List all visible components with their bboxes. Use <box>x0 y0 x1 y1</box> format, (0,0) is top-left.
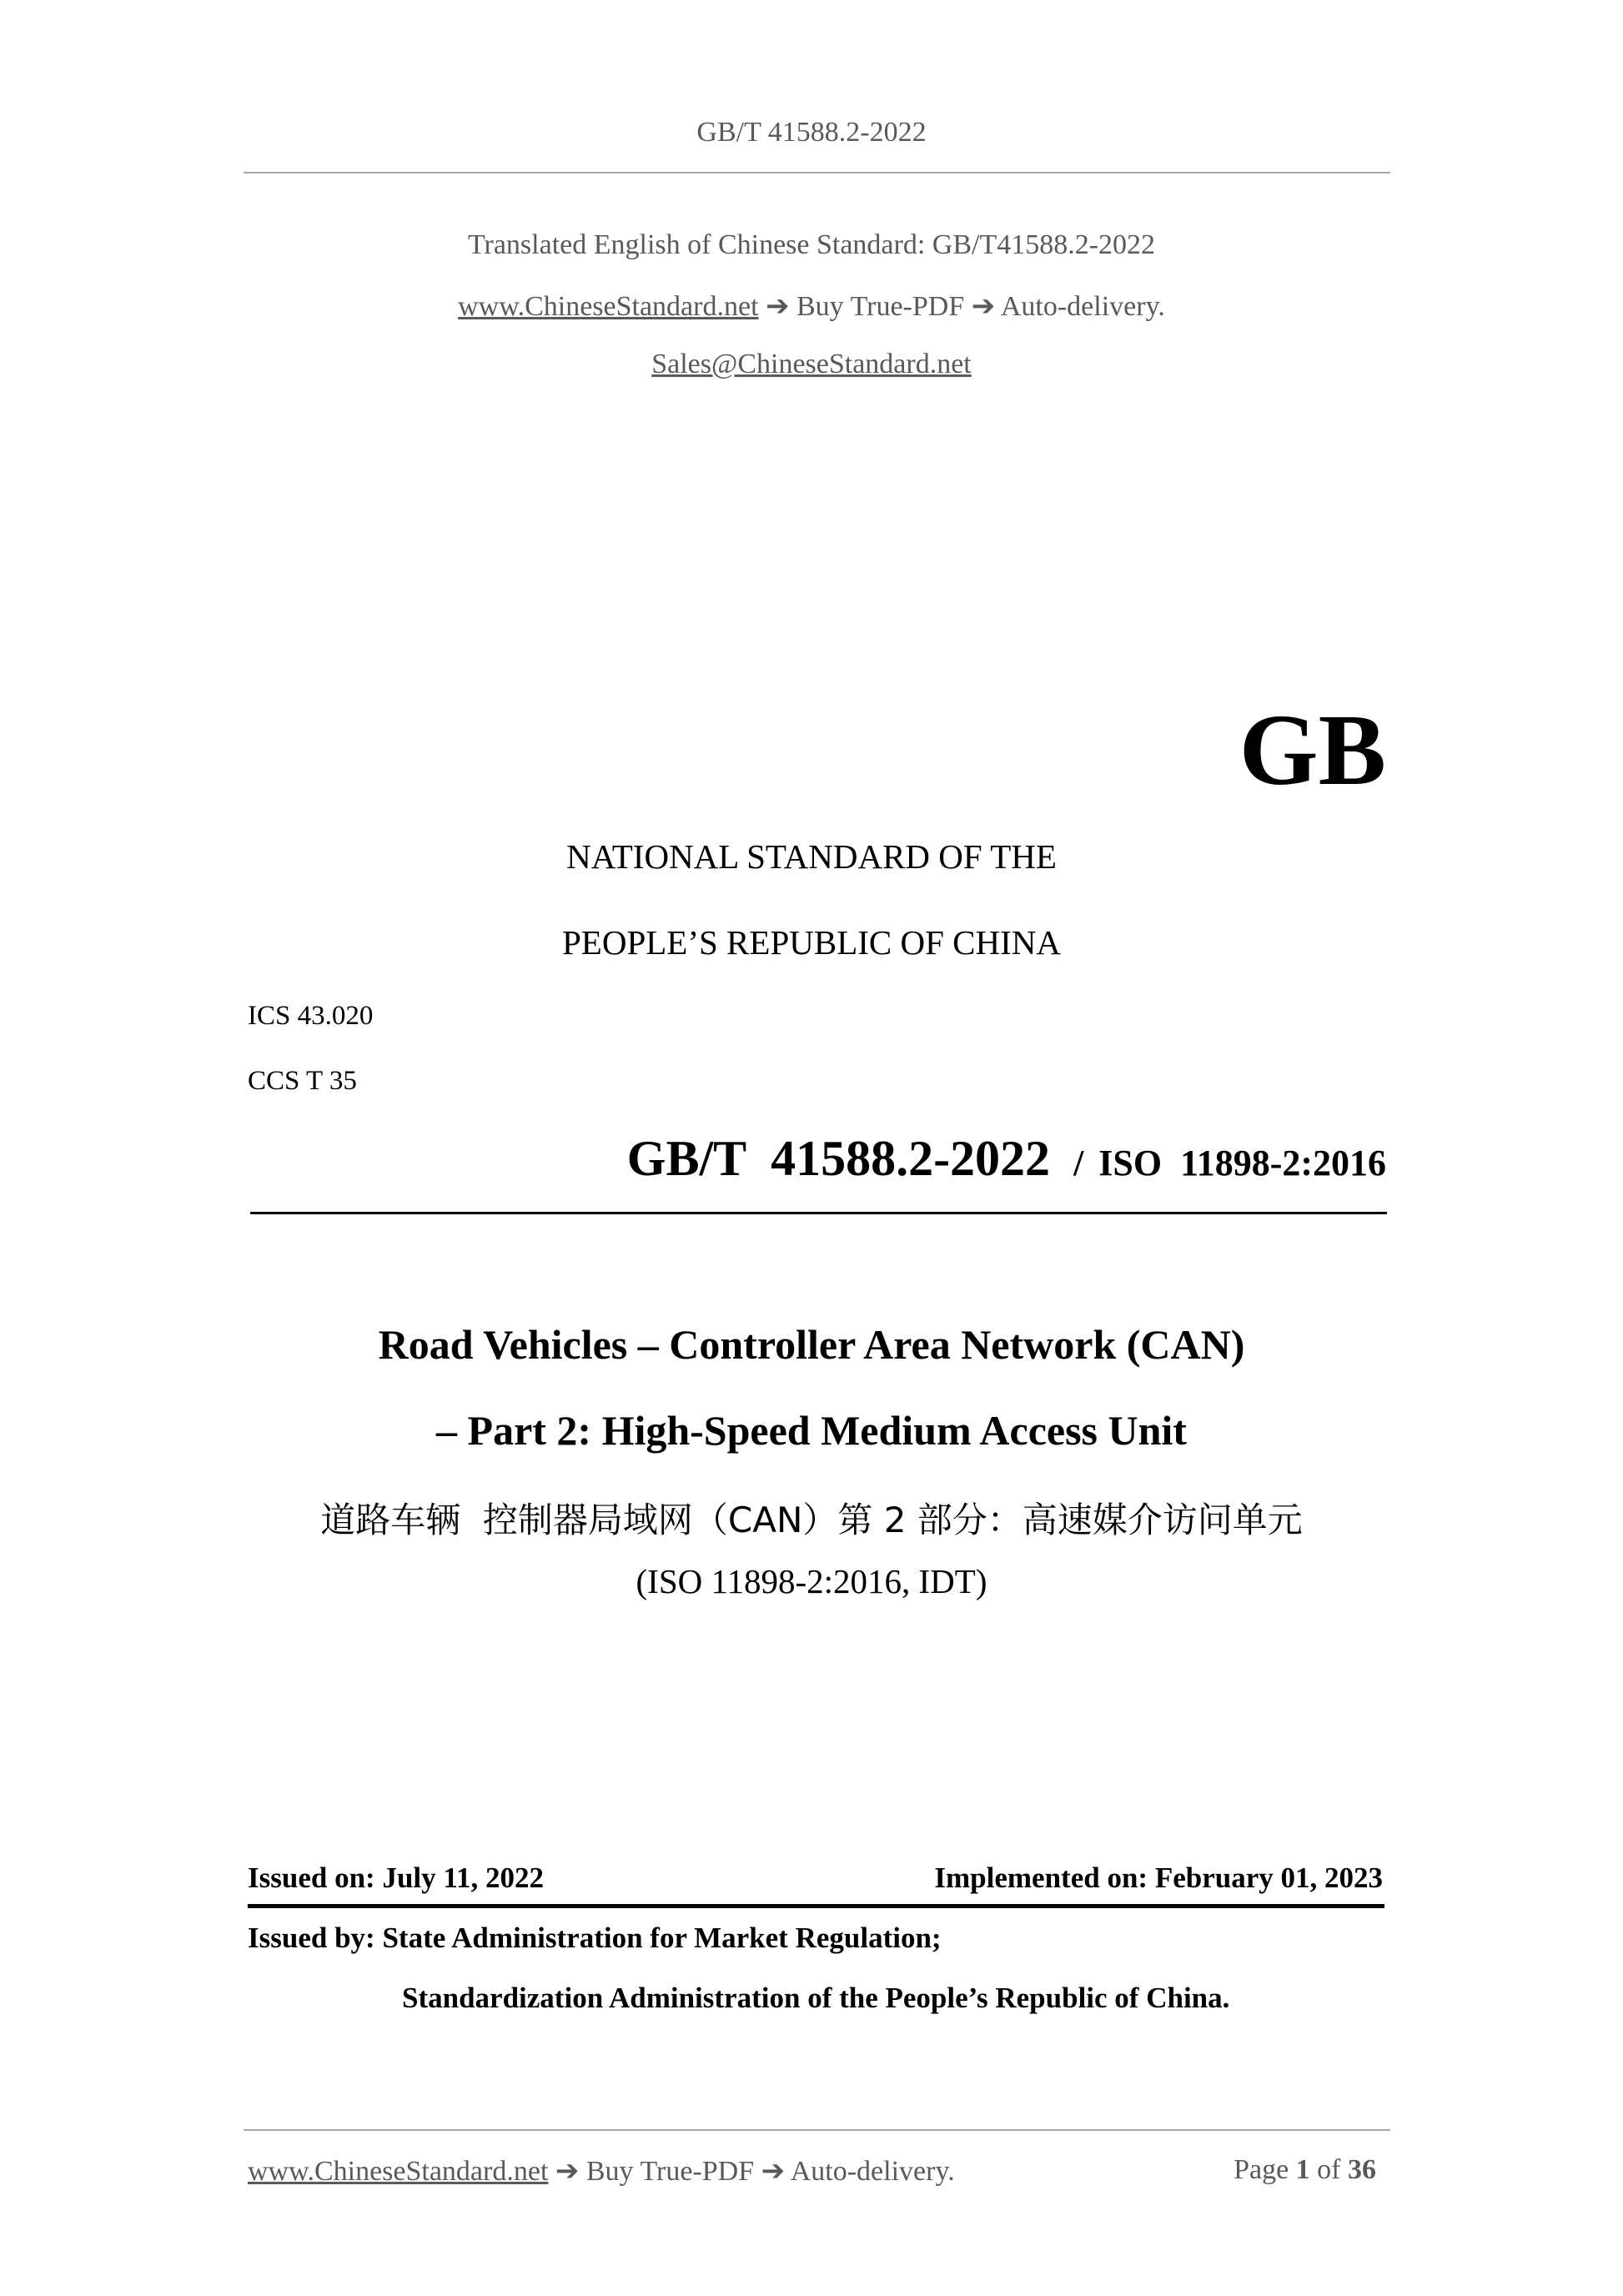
page-current: 1 <box>1295 2154 1310 2185</box>
sales-email-link[interactable]: Sales@ChineseStandard.net <box>651 349 972 379</box>
ics-code: ICS 43.020 <box>248 1001 374 1031</box>
implemented-on-date: Implemented on: February 01, 2023 <box>934 1861 1383 1894</box>
promo-link-line <box>0 289 1623 323</box>
footer-promo <box>248 2154 955 2188</box>
iso-number: ISO 11898-2:2016 <box>1098 1143 1386 1183</box>
issue-date-rule <box>248 1904 1384 1908</box>
national-standard-line2: PEOPLE’S REPUBLIC OF CHINA <box>562 923 1061 962</box>
footer-site-link[interactable]: www.ChineseStandard.net <box>248 2156 549 2187</box>
ccs-code: CCS T 35 <box>248 1066 357 1096</box>
page-indicator <box>1234 2154 1376 2186</box>
page-total: 36 <box>1348 2154 1376 2185</box>
national-standard-line1: NATIONAL STANDARD OF THE <box>566 837 1057 876</box>
title-chinese: 道路车辆 控制器局域网（CAN）第 2 部分：高速媒介访问单元 <box>320 1500 1303 1540</box>
sales-email-line <box>0 349 1623 380</box>
gb-logo: GB <box>1239 694 1386 806</box>
translation-notice: Translated English of Chinese Standard: GB/T41588.2-2022 <box>467 229 1156 260</box>
title-line1: Road Vehicles – Controller Area Network (CAN) <box>378 1321 1245 1368</box>
title-line2: – Part 2: High-Speed Medium Access Unit <box>436 1407 1187 1454</box>
issued-on-date: Issued on: July 11, 2022 <box>248 1861 544 1894</box>
footer-divider <box>244 2129 1390 2131</box>
issued-by-line1: Issued by: State Administration for Market Regulation; <box>248 1922 942 1954</box>
page-label: Page <box>1234 2154 1289 2185</box>
buy-text: ➔ Buy True-PDF ➔ Auto-delivery. <box>766 291 1165 322</box>
standard-number-rule <box>250 1212 1387 1214</box>
standard-number <box>627 1130 1386 1188</box>
page-of: of <box>1317 2154 1341 2185</box>
footer-buy-text: ➔ Buy True-PDF ➔ Auto-delivery. <box>555 2156 955 2187</box>
site-link[interactable]: www.ChineseStandard.net <box>458 291 759 322</box>
running-header: GB/T 41588.2-2022 <box>696 117 927 148</box>
issued-by-line2: Standardization Administration of the People’s Republic of China. <box>402 1982 1230 2014</box>
iso-equivalence: (ISO 11898-2:2016, IDT) <box>636 1562 987 1600</box>
gb-number: GB/T 41588.2-2022 <box>626 1131 1051 1186</box>
number-separator: / <box>1073 1143 1084 1183</box>
header-divider <box>244 172 1390 173</box>
